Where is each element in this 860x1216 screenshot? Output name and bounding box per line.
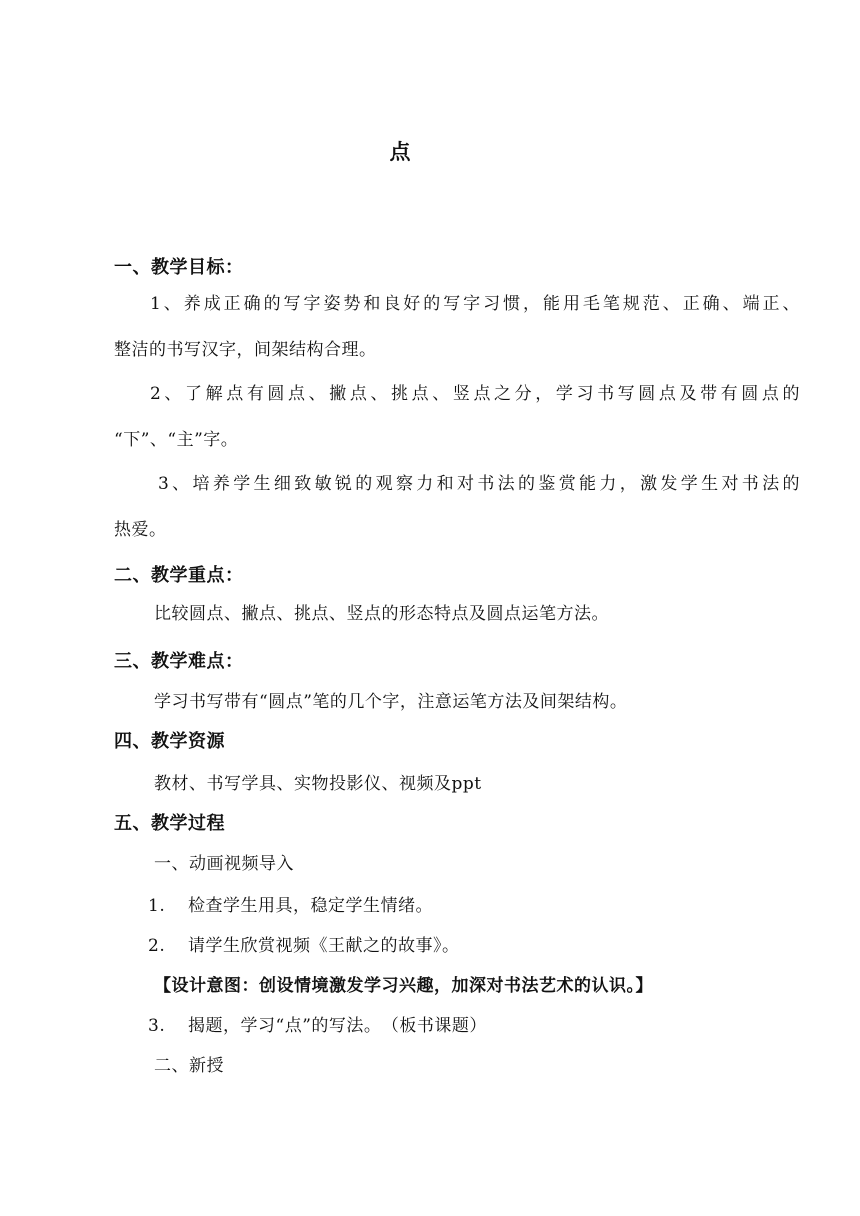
process-sub-1	[148, 894, 433, 918]
objective-3-line-1: 3、培养学生细致敏锐的观察力和对书法的鉴赏能力，激发学生对书法的	[158, 474, 800, 494]
process-heading: 五、教学过程	[114, 813, 225, 834]
key-points-heading: 二、教学重点：	[114, 565, 244, 586]
resources-heading: 四、教学资源	[114, 731, 225, 752]
objective-2-line-1: 2、了解点有圆点、撇点、挑点、竖点之分，学习书写圆点及带有圆点的	[150, 384, 800, 404]
process-sub-1-text: 检查学生用具，稳定学生情绪。	[188, 896, 433, 916]
process-sub-2	[148, 934, 460, 958]
objective-1-line-1: 1、养成正确的写字姿势和良好的写字习惯，能用毛笔规范、正确、端正、	[150, 294, 800, 314]
objectives-heading: 一、教学目标：	[114, 257, 244, 278]
process-sub-3-number: 3.	[148, 1016, 166, 1036]
process-sub-2-text: 请学生欣赏视频《王献之的故事》。	[188, 936, 460, 956]
objective-3-line-2: 热爱。	[114, 520, 167, 540]
difficulties-text: 学习书写带有“圆点”笔的几个字，注意运笔方法及间架结构。	[154, 692, 628, 712]
objective-2-line-2: “下”、“主”字。	[114, 430, 239, 450]
process-sub-3	[148, 1014, 487, 1038]
process-sub-2-number: 2.	[148, 936, 166, 956]
key-points-text: 比较圆点、撇点、挑点、竖点的形态特点及圆点运笔方法。	[154, 604, 609, 624]
process-step-1: 一、动画视频导入	[154, 854, 294, 874]
process-step-2: 二、新授	[154, 1056, 224, 1076]
process-sub-3-text: 揭题，学习“点”的写法。 （板书课题）	[188, 1016, 487, 1036]
process-sub-1-number: 1.	[148, 896, 166, 916]
page-title: 点	[389, 140, 411, 164]
resources-text: 教材、书写学具、实物投影仪、视频及ppt	[154, 774, 482, 794]
difficulties-heading: 三、教学难点：	[114, 651, 244, 672]
objective-1-line-2: 整洁的书写汉字，间架结构合理。	[114, 340, 377, 360]
design-intent-note: 【设计意图：创设情境激发学习兴趣，加深对书法艺术的认识。】	[154, 976, 653, 996]
